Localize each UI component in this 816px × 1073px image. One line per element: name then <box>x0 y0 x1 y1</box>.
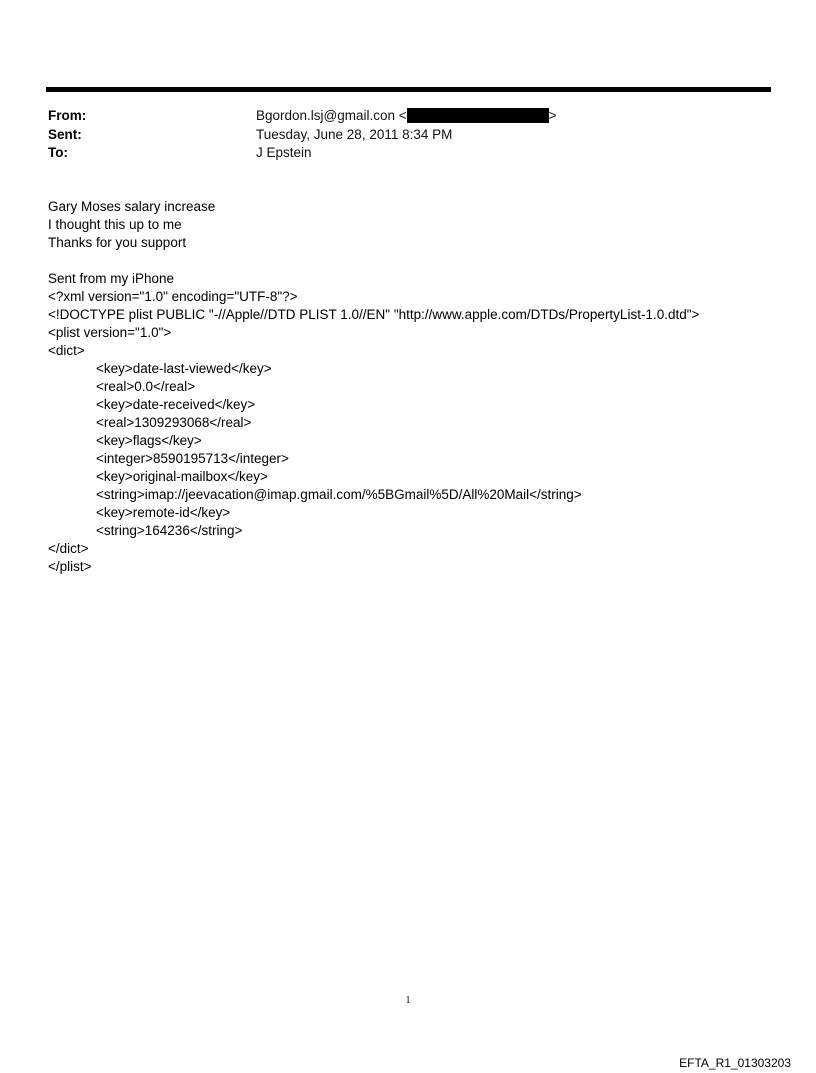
plist-close-tag: </plist> <box>48 559 92 574</box>
redaction-box <box>407 108 549 123</box>
header-rule <box>46 87 771 92</box>
plist-entry: <string>164236</string> <box>96 523 243 538</box>
from-address-close: > <box>548 108 557 123</box>
page-number: 1 <box>405 995 411 1006</box>
plist-entry: <key>date-received</key> <box>96 397 256 412</box>
to-row <box>48 144 768 163</box>
sent-row <box>48 126 768 145</box>
message-line: I thought this up to me <box>48 217 182 232</box>
paragraph-gap <box>48 252 788 270</box>
from-row <box>48 107 768 126</box>
message-line: Thanks for you support <box>48 235 187 250</box>
from-label: From: <box>48 108 87 123</box>
plist-open-tag: <plist version="1.0"> <box>48 325 172 340</box>
email-body <box>48 198 788 576</box>
plist-entry: <key>date-last-viewed</key> <box>96 361 272 376</box>
plist-entry: <key>remote-id</key> <box>96 505 231 520</box>
email-header <box>48 107 768 163</box>
to-label: To: <box>48 145 68 160</box>
dict-close-tag: </dict> <box>48 541 89 556</box>
from-value <box>256 107 557 126</box>
message-line: Gary Moses salary increase <box>48 199 216 214</box>
plist-entry: <real>1309293068</real> <box>96 415 252 430</box>
from-address: Bgordon.lsj@gmail.con < <box>256 108 407 123</box>
sent-label: Sent: <box>48 126 82 142</box>
bates-number: EFTA_R1_01303203 <box>679 1056 791 1070</box>
dict-open-tag: <dict> <box>48 343 85 358</box>
plist-entry: <string>imap://jeevacation@imap.gmail.com/%5BGmail%5D/All%20Mail</string> <box>96 487 582 502</box>
plist-entry: <key>original-mailbox</key> <box>96 469 268 484</box>
sent-value: Tuesday, June 28, 2011 8:34 PM <box>256 126 453 142</box>
plist-entry: <integer>8590195713</integer> <box>96 451 289 466</box>
plist-entry: <real>0.0</real> <box>96 379 196 394</box>
signature-line: Sent from my iPhone <box>48 271 175 286</box>
to-value: J Epstein <box>256 145 312 160</box>
plist-entry: <key>flags</key> <box>96 433 202 448</box>
xml-declaration: <?xml version="1.0" encoding="UTF-8"?> <box>48 289 298 304</box>
doctype-line: <!DOCTYPE plist PUBLIC "-//Apple//DTD PLIST 1.0//EN" "http://www.apple.com/DTDs/PropertyList-1.0.dtd"> <box>48 307 700 322</box>
